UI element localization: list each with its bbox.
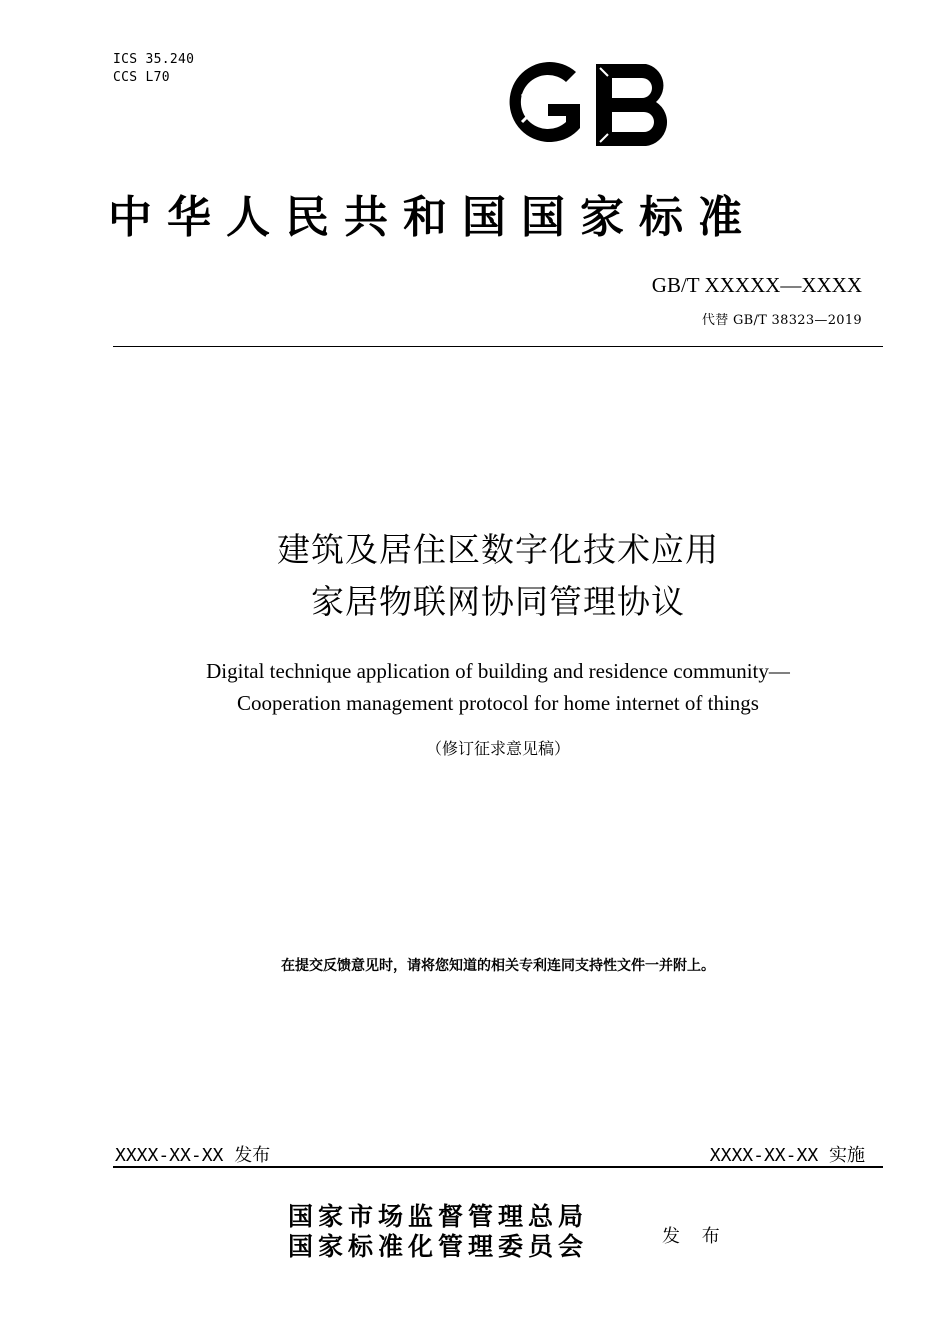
implementation-date: XXXX-XX-XX 实施 xyxy=(709,1145,865,1166)
english-title-line-1: Digital technique application of building and residence community— xyxy=(206,659,790,683)
classification-codes xyxy=(113,51,194,87)
replaces-standard: 代替 GB/T 38323—2019 xyxy=(701,313,862,328)
issuer-line-2: 国家标准化管理委员会 xyxy=(288,1232,589,1261)
chinese-title-line-1: 建筑及居住区数字化技术应用 xyxy=(277,530,719,569)
ccs-code: CCS L70 xyxy=(113,70,170,85)
chinese-title-line-2: 家居物联网协同管理协议 xyxy=(311,582,685,621)
chinese-title xyxy=(0,524,950,628)
standard-number: GB/T XXXXX—XXXX xyxy=(651,273,862,297)
issuer-line-1: 国家市场监督管理总局 xyxy=(288,1202,589,1231)
standard-type-title: 中华人民共和国国家标准 xyxy=(108,192,757,243)
english-title xyxy=(0,655,950,719)
header-divider xyxy=(113,346,883,347)
issue-label: 发 布 xyxy=(662,1226,728,1247)
english-title-line-2: Cooperation management protocol for home internet of things xyxy=(237,691,759,715)
patent-notice: 在提交反馈意见时，请将您知道的相关专利连同支持性文件一并附上。 xyxy=(281,958,715,974)
issuing-authorities xyxy=(288,1202,588,1262)
gb-logo xyxy=(496,58,686,153)
issue-date: XXXX-XX-XX 发布 xyxy=(115,1145,271,1166)
ics-code: ICS 35.240 xyxy=(113,52,195,67)
draft-status: （修订征求意见稿） xyxy=(425,739,570,758)
footer-divider xyxy=(113,1166,883,1168)
